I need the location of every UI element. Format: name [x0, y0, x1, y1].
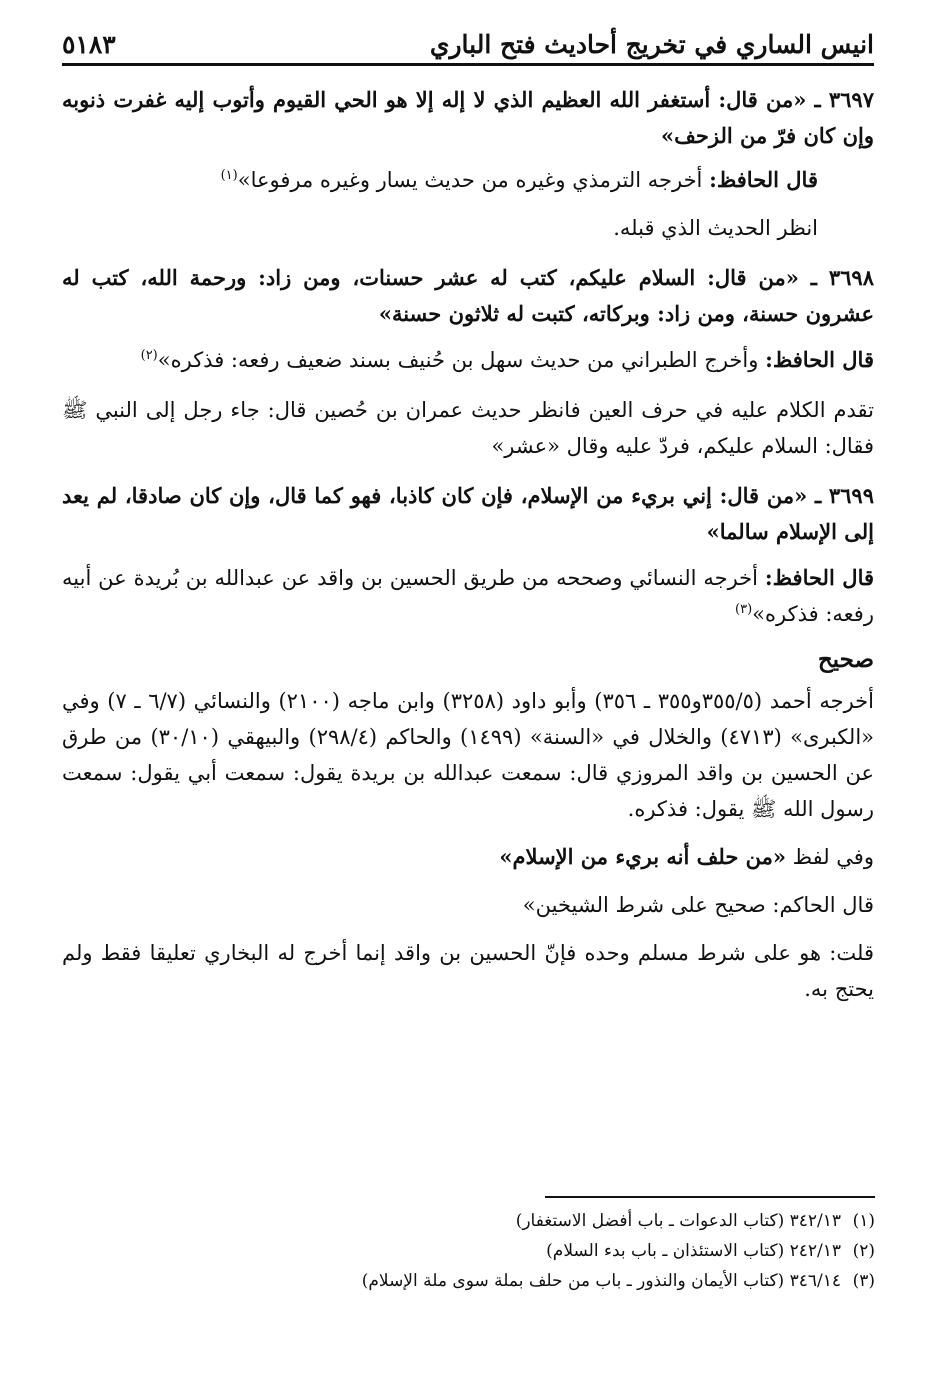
note-3697: انظر الحديث الذي قبله.	[613, 216, 818, 240]
hafiz-label: قال الحافظ:	[765, 347, 874, 372]
qult-paragraph: قلت: هو على شرط مسلم وحده فإنّ الحسين بن واقد إنما أخرج له البخاري تعليقا فقط ولم يحتج به.	[62, 941, 874, 1001]
hadith-text: «من قال: أستغفر الله العظيم الذي لا إله إلا هو الحي القيوم وأتوب إليه غفرت ذنوبه وإن كان فرّ من الزحف»	[62, 87, 874, 148]
hadith-number: ٣٦٩٩ ـ	[807, 483, 874, 508]
footnote-text: ٣٤٢/١٣ (كتاب الدعوات ـ باب أفضل الاستغفار)	[515, 1211, 841, 1231]
footnote-ref: (١)	[220, 168, 238, 183]
footnote-number: (١)	[852, 1211, 875, 1231]
lafz-text: «من حلف أنه بريء من الإسلام»	[499, 844, 786, 869]
hadith-number: ٣٦٩٨ ـ	[798, 265, 874, 290]
footnote-2	[63, 1236, 875, 1266]
hafiz-comment-3697	[62, 162, 874, 198]
footnote-text: ٣٤٦/١٤ (كتاب الأيمان والنذور ـ باب من حلف بملة سوى ملة الإسلام)	[361, 1271, 841, 1291]
page-number: ٥١٨٣	[62, 30, 116, 59]
page-header	[62, 30, 874, 66]
footnote-1	[63, 1206, 875, 1236]
hadith-3697	[62, 82, 874, 154]
footnote-number: (٢)	[852, 1241, 875, 1261]
hafiz-label: قال الحافظ:	[764, 565, 875, 590]
book-title: انيس الساري في تخريج أحاديث فتح الباري	[429, 30, 874, 59]
hafiz-text: أخرجه الترمذي وغيره من حديث يسار وغيره مرفوعا»	[237, 168, 710, 192]
footnote-number: (٣)	[852, 1271, 875, 1291]
hakim-paragraph: قال الحاكم: صحيح على شرط الشيخين»	[522, 893, 874, 917]
hadith-text: «من قال: إني بريء من الإسلام، فإن كان كاذبا، فهو كما قال، وإن كان صادقا، لم يعد إلى الإسلام سالما»	[62, 483, 874, 544]
lafz-paragraph	[62, 839, 874, 875]
footnotes	[63, 1206, 875, 1296]
note-3698: تقدم الكلام عليه في حرف العين فانظر حديث عمران بن حُصين قال: جاء رجل إلى النبي ﷺ فقال: السلام عليكم، فردّ عليه وقال «عشر»	[62, 398, 874, 458]
hafiz-label: قال الحافظ:	[709, 167, 818, 192]
hafiz-comment-3699	[62, 560, 874, 632]
hafiz-comment-3698	[62, 342, 874, 378]
footnote-ref: (٢)	[140, 348, 158, 363]
footnote-3	[63, 1266, 875, 1296]
footnote-ref: (٣)	[735, 602, 753, 617]
hadith-text: «من قال: السلام عليكم، كتب له عشر حسنات، ومن زاد: ورحمة الله، كتب له عشرون حسنة، ومن زاد: وبركاته، كتبت له ثلاثون حسنة»	[62, 265, 874, 326]
hadith-3698	[62, 260, 874, 332]
grade-heading: صحيح	[817, 646, 874, 673]
hadith-number: ٣٦٩٧ ـ	[806, 87, 874, 112]
page	[62, 30, 874, 1007]
takhrij-paragraph: أخرجه أحمد (٣٥٥/٥و٣٥٥ ـ ٣٥٦) وأبو داود (٣٢٥٨) وابن ماجه (٢١٠٠) والنسائي (٦/٧ ـ ٧) وفي «الكبرى» (٤٧١٣) والخلال في «السنة» (١٤٩٩) والحاكم (٢٩٨/٤) والبيهقي (٣٠/١٠) من طرق عن الحسين بن واقد المروزي قال: سمعت عبدالله بن بريدة يقول: سمعت أبي يقول: سمعت رسول الله ﷺ يقول: فذكره.	[62, 689, 874, 821]
hafiz-text: أخرجه النسائي وصححه من طريق الحسين بن واقد عن عبدالله بن بُريدة عن أبيه رفعه: فذكره»	[62, 566, 874, 626]
footnote-text: ٢٤٢/١٣ (كتاب الاستئذان ـ باب بدء السلام)	[546, 1241, 841, 1261]
lafz-prefix: وفي لفظ	[786, 845, 874, 869]
hadith-3699	[62, 478, 874, 550]
hafiz-text: وأخرج الطبراني من حديث سهل بن حُنيف بسند ضعيف رفعه: فذكره»	[157, 348, 766, 372]
footnote-separator	[545, 1196, 875, 1198]
